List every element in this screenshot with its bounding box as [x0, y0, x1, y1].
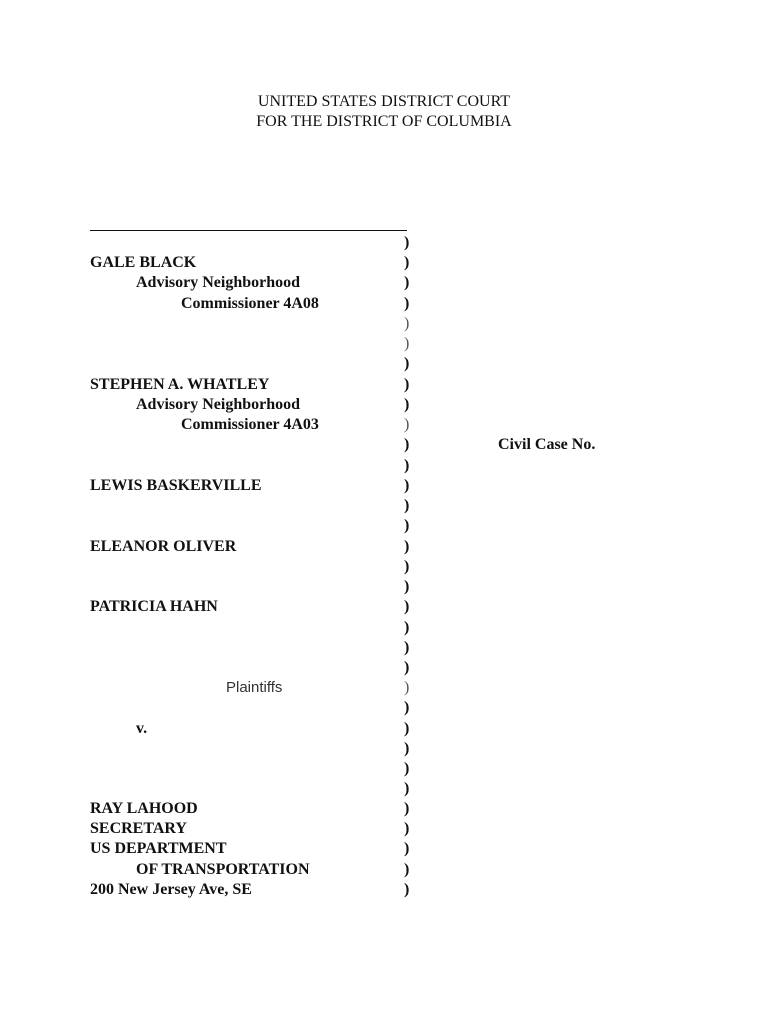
- court-header: [0, 92, 768, 132]
- caption-row: [0, 759, 768, 779]
- caption-row: [0, 334, 768, 354]
- caption-row: [0, 819, 768, 839]
- caption-row: [0, 496, 768, 516]
- caption-row: [0, 435, 768, 455]
- court-name: UNITED STATES DISTRICT COURT: [257, 93, 511, 110]
- caption-row: [0, 456, 768, 476]
- caption-row: [0, 516, 768, 536]
- caption-row: [0, 233, 768, 253]
- caption-top-rule: [90, 230, 407, 231]
- caption-paren: ): [404, 840, 410, 857]
- caption-row: [0, 839, 768, 859]
- caption-paren: ): [404, 517, 410, 534]
- caption-paren: ): [404, 355, 410, 372]
- defendant-department: OF TRANSPORTATION: [136, 861, 310, 878]
- versus-label: v.: [136, 720, 148, 737]
- caption-paren: ): [404, 254, 410, 271]
- caption-paren: ): [404, 376, 410, 393]
- plaintiff-name: LEWIS BASKERVILLE: [90, 477, 262, 494]
- caption-paren: ): [404, 457, 410, 474]
- plaintiff-title: Advisory Neighborhood: [136, 396, 301, 413]
- caption-row: [0, 658, 768, 678]
- caption-row: [0, 273, 768, 293]
- caption-row: [0, 415, 768, 435]
- caption-paren: ): [404, 497, 410, 514]
- caption-row: [0, 395, 768, 415]
- caption-row: [0, 597, 768, 617]
- caption-row: [0, 253, 768, 273]
- caption-row: [0, 638, 768, 658]
- caption-paren: ): [404, 699, 410, 716]
- caption-paren: ): [404, 234, 410, 251]
- caption-paren: ): [404, 639, 410, 656]
- court-district: FOR THE DISTRICT OF COLUMBIA: [256, 113, 512, 130]
- caption-paren: ): [404, 335, 410, 352]
- caption-paren: ): [404, 315, 410, 332]
- caption-paren: ): [404, 760, 410, 777]
- caption-paren: ): [404, 780, 410, 797]
- caption-paren: ): [404, 720, 410, 737]
- caption-row: [0, 739, 768, 759]
- caption-paren: ): [404, 740, 410, 757]
- caption-row: [0, 799, 768, 819]
- caption-paren: ): [404, 274, 410, 291]
- plaintiff-title: Commissioner 4A08: [181, 295, 319, 312]
- caption-row: [0, 557, 768, 577]
- caption-row: [0, 719, 768, 739]
- caption-row: [0, 354, 768, 374]
- caption-paren: ): [404, 881, 410, 898]
- caption-paren: ): [404, 578, 410, 595]
- defendant-title: SECRETARY: [90, 820, 187, 837]
- caption-paren: ): [404, 538, 410, 555]
- plaintiff-name: GALE BLACK: [90, 254, 197, 271]
- caption-row: [0, 779, 768, 799]
- caption-row: [0, 375, 768, 395]
- caption-paren: ): [404, 659, 410, 676]
- defendant-department: US DEPARTMENT: [90, 840, 227, 857]
- plaintiff-title: Advisory Neighborhood: [136, 274, 301, 291]
- plaintiff-name: PATRICIA HAHN: [90, 598, 218, 615]
- caption-paren: ): [404, 295, 410, 312]
- defendant-address: 200 New Jersey Ave, SE: [90, 881, 252, 898]
- caption-row: [0, 294, 768, 314]
- defendant-name: RAY LAHOOD: [90, 800, 198, 817]
- caption-paren: ): [404, 619, 410, 636]
- caption-paren: ): [404, 679, 410, 696]
- caption-row: [0, 577, 768, 597]
- caption-paren: ): [404, 820, 410, 837]
- caption-paren: ): [404, 558, 410, 575]
- caption-row: [0, 314, 768, 334]
- plaintiffs-label: Plaintiffs: [226, 679, 283, 696]
- plaintiff-name: ELEANOR OLIVER: [90, 538, 237, 555]
- caption-row: [0, 678, 768, 698]
- caption-row: [0, 618, 768, 638]
- caption-paren: ): [404, 477, 410, 494]
- caption-paren: ): [404, 396, 410, 413]
- caption-row: [0, 537, 768, 557]
- plaintiff-title: Commissioner 4A03: [181, 416, 319, 433]
- caption-paren: ): [404, 800, 410, 817]
- caption-row: [0, 698, 768, 718]
- caption-paren: ): [404, 436, 410, 453]
- caption-row: [0, 476, 768, 496]
- civil-case-number-label: Civil Case No.: [498, 436, 596, 453]
- caption-paren: ): [404, 861, 410, 878]
- caption-row: [0, 860, 768, 880]
- plaintiff-name: STEPHEN A. WHATLEY: [90, 376, 270, 393]
- caption-paren: ): [404, 598, 410, 615]
- caption-row: [0, 880, 768, 900]
- caption-paren: ): [404, 416, 410, 433]
